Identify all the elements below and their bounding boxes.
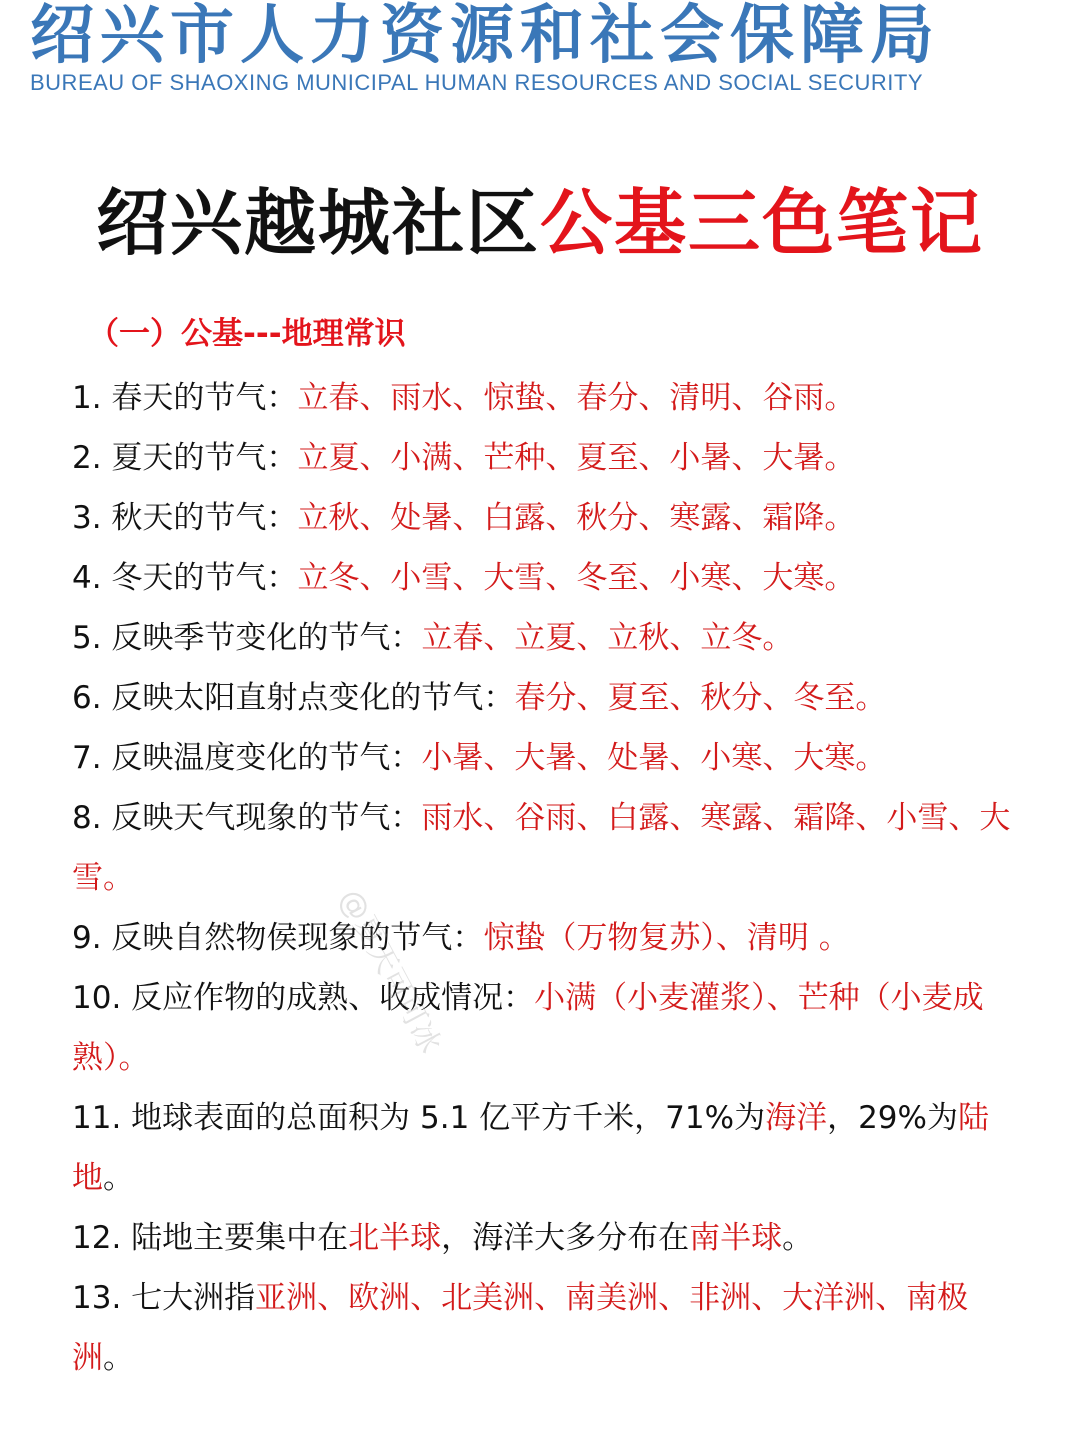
item-highlight: 立春、雨水、惊蛰、春分、清明、谷雨。 bbox=[297, 380, 856, 416]
item-highlight: 雨水、谷雨、白露、寒露、霜降、小雪、大雪。 bbox=[72, 800, 1011, 896]
item-highlight: 惊蛰（万物复苏）、清明 。 bbox=[483, 920, 850, 956]
list-item bbox=[72, 728, 1022, 788]
item-label: 7. 反映温度变化的节气： bbox=[72, 740, 422, 776]
item-highlight-land: 陆地 bbox=[72, 1100, 989, 1196]
item-label: 6. 反映太阳直射点变化的节气： bbox=[72, 680, 515, 716]
list-item bbox=[72, 428, 1022, 488]
item-label: 3. 秋天的节气： bbox=[72, 500, 298, 536]
item-highlight-continents: 亚洲、欧洲、北美洲、南美洲、非洲、大洋洲、南极洲 bbox=[72, 1280, 969, 1376]
item-highlight: 小满（小麦灌浆）、芒种（小麦成熟）。 bbox=[72, 980, 984, 1076]
item-highlight-south: 南半球 bbox=[689, 1220, 783, 1256]
item-highlight: 立春、立夏、立秋、立冬。 bbox=[421, 620, 794, 656]
item-text: 11. 地球表面的总面积为 5.1 亿平方千米，71%为 bbox=[72, 1100, 766, 1136]
list-item bbox=[72, 488, 1022, 548]
list-item bbox=[72, 908, 1022, 968]
list-item-hemispheres bbox=[72, 1208, 1022, 1268]
item-highlight: 春分、夏至、秋分、冬至。 bbox=[514, 680, 887, 716]
item-highlight: 立夏、小满、芒种、夏至、小暑、大暑。 bbox=[297, 440, 856, 476]
page-title-red: 公基三色笔记 bbox=[540, 181, 985, 265]
item-highlight-north: 北半球 bbox=[348, 1220, 442, 1256]
item-label: 4. 冬天的节气： bbox=[72, 560, 298, 596]
bureau-name-english: BUREAU OF SHAOXING MUNICIPAL HUMAN RESOURCES AND SOCIAL SECURITY bbox=[30, 70, 923, 95]
list-item bbox=[72, 548, 1022, 608]
item-text: 13. 七大洲指 bbox=[72, 1280, 256, 1316]
item-label: 5. 反映季节变化的节气： bbox=[72, 620, 422, 656]
bureau-name-chinese: 绍兴市人力资源和社会保障局 bbox=[30, 0, 940, 73]
list-item bbox=[72, 788, 1022, 908]
item-highlight: 小暑、大暑、处暑、小寒、大寒。 bbox=[421, 740, 887, 776]
item-text: ，29%为 bbox=[827, 1100, 958, 1136]
item-text: 。 bbox=[103, 1160, 134, 1196]
item-highlight: 立冬、小雪、大雪、冬至、小寒、大寒。 bbox=[297, 560, 856, 596]
item-highlight: 立秋、处暑、白露、秋分、寒露、霜降。 bbox=[297, 500, 856, 536]
item-text: 。 bbox=[782, 1220, 814, 1256]
item-label: 2. 夏天的节气： bbox=[72, 440, 298, 476]
item-label: 9. 反映自然物侯现象的节气： bbox=[72, 920, 484, 956]
item-text: 。 bbox=[103, 1340, 134, 1376]
page-title bbox=[0, 178, 1080, 268]
watermark: @夏天可可冰 bbox=[332, 883, 448, 1060]
section-title: （一）公基---地理常识 bbox=[88, 316, 406, 352]
item-label: 10. 反应作物的成熟、收成情况： bbox=[72, 980, 535, 1016]
list-item-continents bbox=[72, 1268, 1022, 1388]
item-highlight-ocean: 海洋 bbox=[765, 1100, 828, 1136]
item-text: 12. 陆地主要集中在 bbox=[72, 1220, 349, 1256]
list-item bbox=[72, 368, 1022, 428]
list-item bbox=[72, 608, 1022, 668]
list-item-earth-area bbox=[72, 1088, 1022, 1208]
item-text: ，海洋大多分布在 bbox=[441, 1220, 690, 1256]
notes-list bbox=[72, 368, 1022, 1388]
page-title-black: 绍兴越城社区 bbox=[95, 181, 540, 265]
bureau-header bbox=[30, 0, 1030, 96]
item-label: 8. 反映天气现象的节气： bbox=[72, 800, 422, 836]
list-item bbox=[72, 668, 1022, 728]
list-item bbox=[72, 968, 1022, 1088]
item-label: 1. 春天的节气： bbox=[72, 380, 298, 416]
